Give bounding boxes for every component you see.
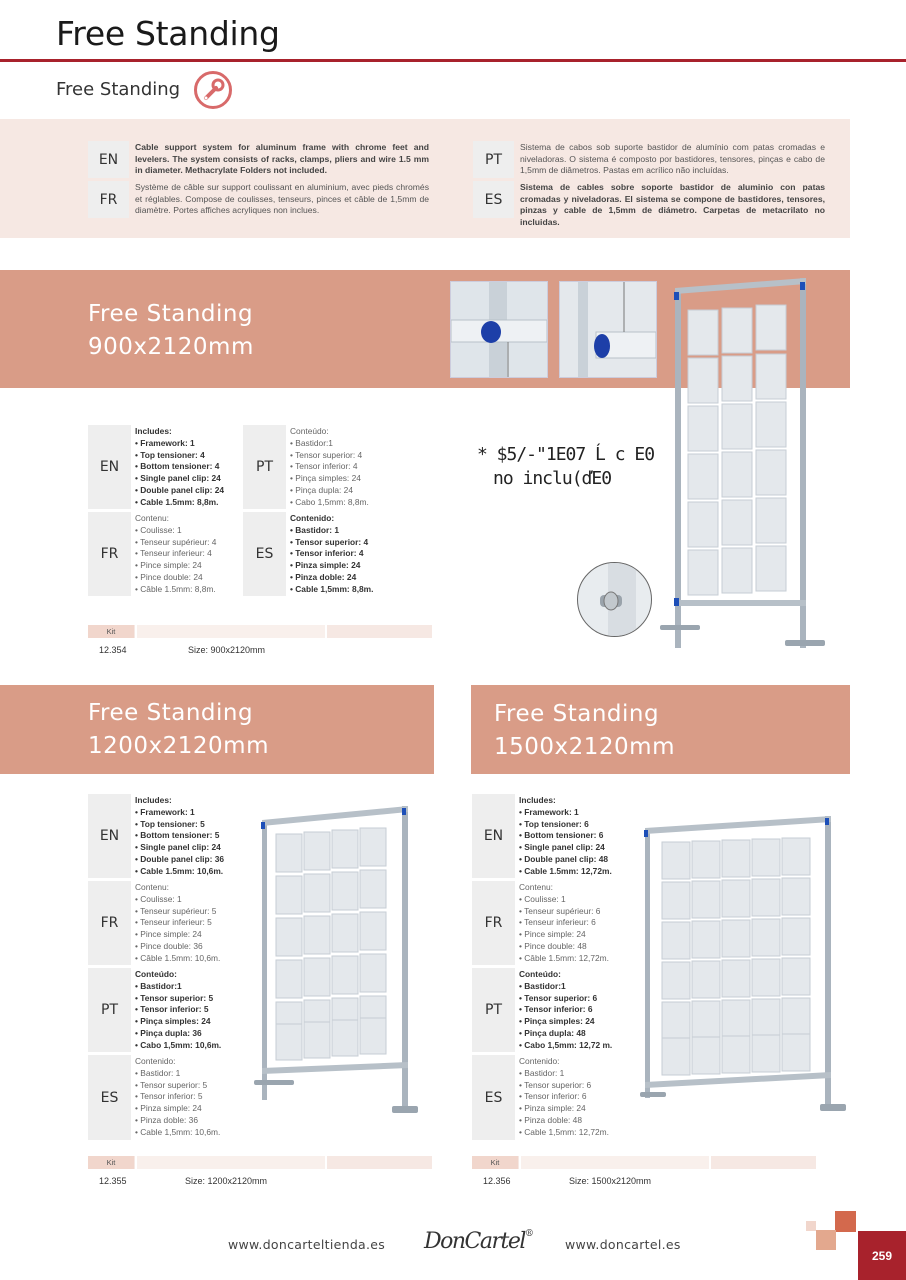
- note-line-2: no inclu(ďE0: [493, 468, 612, 489]
- p3-size: Size: 1500x2120mm: [569, 1176, 652, 1186]
- spec-item: • Cabo 1,5mm: 12,72 m.: [519, 1039, 613, 1050]
- p2-pt-list: [135, 969, 250, 1052]
- spec-item: • Pinça dupla: 36: [135, 1027, 202, 1038]
- spec-item: • Coulisse: 1: [135, 893, 182, 904]
- decor-square-2: [816, 1230, 836, 1250]
- p1-pt-list: [290, 426, 400, 509]
- p2-kit-label: Kit: [88, 1156, 134, 1169]
- wrench-icon: [194, 71, 232, 109]
- p2-es-head: Contenido:: [135, 1056, 176, 1066]
- p1-kit-label: Kit: [88, 625, 134, 638]
- brand-reg-mark: ®: [524, 1229, 533, 1239]
- spec-item: • Tenseur inferieur: 4: [135, 548, 212, 559]
- p3-kit-label: Kit: [472, 1156, 518, 1169]
- spec-item: • Bastidor: 1: [290, 524, 340, 535]
- p3-code: 12.356: [483, 1176, 511, 1186]
- product-1200-title: [88, 697, 269, 763]
- p2-fr-list: [135, 882, 250, 965]
- product-1500-title: [494, 698, 675, 764]
- p2-code: 12.355: [99, 1176, 127, 1186]
- spec-item: • Tenseur supérieur: 5: [135, 905, 217, 916]
- spec-item: • Bastidor:1: [135, 980, 182, 991]
- p1-es-list: [290, 513, 400, 596]
- description-fr: Système de câble sur support coulissant en aluminium, avec pieds chromés et réglables. Compose de coulisses, tenseurs, pinces et câble de 1,5mm de diamètre. Portes affiches acryliques non inclues.: [135, 182, 429, 215]
- product-1200-title-line2: 1200x2120mm: [88, 733, 269, 759]
- spec-item: • Bottom tensioner: 5: [135, 830, 220, 841]
- p2-es-code: ES: [88, 1055, 131, 1140]
- p3-es-list: [519, 1056, 634, 1139]
- spec-item: • Bottom tensioner: 6: [519, 830, 604, 841]
- header-divider: [0, 59, 906, 62]
- product-1200-image: [252, 800, 422, 1125]
- spec-item: • Tenseur inferieur: 6: [519, 917, 596, 928]
- spec-item: • Single panel clip: 24: [519, 842, 605, 853]
- spec-item: • Cable 1.5mm: 10,6m.: [135, 865, 224, 876]
- section-subtitle: Free Standing: [56, 79, 181, 100]
- spec-item: • Double panel clip: 24: [135, 484, 225, 495]
- spec-item: • Cable 1.5mm: 8,8m.: [135, 496, 219, 507]
- p1-size: Size: 900x2120mm: [188, 645, 266, 655]
- lang-code-pt: PT: [473, 141, 514, 178]
- spec-item: • Tensor superior: 6: [519, 992, 598, 1003]
- spec-item: • Pince simple: 24: [135, 929, 202, 940]
- product-1500-title-line2: 1500x2120mm: [494, 734, 675, 760]
- p2-en-code: EN: [88, 794, 131, 878]
- p1-es-head: Contenido:: [290, 513, 335, 523]
- p3-en-code: EN: [472, 794, 515, 878]
- spec-item: • Framework: 1: [519, 806, 579, 817]
- spec-item: • Framework: 1: [135, 806, 195, 817]
- spec-item: • Tensor superior: 5: [135, 1079, 208, 1090]
- p1-fr-head: Contenu:: [135, 513, 169, 523]
- p1-es-code: ES: [243, 512, 286, 596]
- p3-fr-code: FR: [472, 881, 515, 965]
- product-900-title: [88, 298, 254, 364]
- spec-item: • Cable 1,5mm: 8,8m.: [290, 583, 374, 594]
- p2-size: Size: 1200x2120mm: [185, 1176, 268, 1186]
- p3-pt-head: Conteúdo:: [519, 969, 561, 979]
- spec-item: • Tensor inferior: 6: [519, 1091, 587, 1102]
- footer-store-link[interactable]: www.doncarteltienda.es: [228, 1237, 386, 1252]
- spec-item: • Tenseur supérieur: 6: [519, 905, 601, 916]
- p3-kit-spacer: [519, 1156, 711, 1169]
- decor-square-3: [806, 1221, 816, 1231]
- p1-fr-list: [135, 513, 240, 596]
- p2-en-list: [135, 795, 250, 878]
- spec-item: • Bottom tensioner: 4: [135, 461, 220, 472]
- spec-item: • Cable 1.5mm: 12,72m.: [519, 865, 612, 876]
- p3-es-head: Contenido:: [519, 1056, 560, 1066]
- p1-pt-head: Conteúdo:: [290, 426, 329, 436]
- lang-code-fr: FR: [88, 181, 129, 218]
- spec-item: • Tensor superior: 4: [290, 449, 363, 460]
- clip-detail-magnifier: [577, 562, 652, 637]
- spec-item: • Pinça simples: 24: [290, 473, 361, 484]
- spec-item: • Pinza simple: 24: [135, 1103, 202, 1114]
- product-900-title-line2: 900x2120mm: [88, 334, 254, 360]
- brand-logo: [424, 1229, 532, 1254]
- spec-item: • Tensor inferior: 6: [519, 1004, 593, 1015]
- p2-fr-code: FR: [88, 881, 131, 965]
- page-title: Free Standing: [56, 14, 280, 53]
- spec-item: • Double panel clip: 48: [519, 853, 609, 864]
- spec-item: • Pinça simples: 24: [519, 1016, 595, 1027]
- spec-item: • Top tensioner: 6: [519, 818, 589, 829]
- p1-code: 12.354: [99, 645, 127, 655]
- description-pt: Sistema de cabos sob suporte bastidor de alumínio com patas cromadas e niveladoras. O sistema é composto por bastidores, tensores, pinças e cabo de 1,5mm de diâmetros. Pastas em acrílico não incluídas.: [520, 142, 825, 175]
- p3-es-code: ES: [472, 1055, 515, 1140]
- product-1500-image: [640, 810, 850, 1120]
- folders-not-included-note: [477, 443, 654, 491]
- spec-item: • Bastidor: 1: [135, 1067, 181, 1078]
- spec-item: • Tensor superior: 4: [290, 536, 369, 547]
- spec-item: • Top tensioner: 4: [135, 449, 205, 460]
- p3-en-list: [519, 795, 634, 878]
- spec-item: • Cable 1,5mm: 10,6m.: [135, 1126, 221, 1137]
- spec-item: • Bastidor:1: [519, 980, 566, 991]
- lang-code-es: ES: [473, 181, 514, 218]
- spec-item: • Pinza simple: 24: [519, 1103, 586, 1114]
- spec-item: • Câble 1.5mm: 8,8m.: [135, 583, 216, 594]
- decor-square-1: [835, 1211, 856, 1232]
- p1-en-code: EN: [88, 425, 131, 509]
- product-1500-title-line1: Free Standing: [494, 701, 660, 727]
- spec-item: • Pinza doble: 24: [290, 571, 357, 582]
- product-900-image: [660, 270, 825, 665]
- p2-pt-head: Conteúdo:: [135, 969, 177, 979]
- spec-item: • Câble 1.5mm: 10,6m.: [135, 952, 221, 963]
- p1-en-head: Includes:: [135, 426, 172, 436]
- spec-item: • Pince simple: 24: [519, 929, 586, 940]
- spec-item: • Bastidor: 1: [519, 1067, 565, 1078]
- spec-item: • Pince double: 36: [135, 940, 203, 951]
- p3-fr-list: [519, 882, 634, 965]
- lang-code-en: EN: [88, 141, 129, 178]
- brand-name: DonCartel: [424, 1229, 525, 1254]
- spec-item: • Tenseur inferieur: 5: [135, 917, 212, 928]
- spec-item: • Tensor inferior: 4: [290, 548, 364, 559]
- spec-item: • Tensor inferior: 5: [135, 1091, 203, 1102]
- spec-item: • Tensor inferior: 4: [290, 461, 358, 472]
- p2-en-head: Includes:: [135, 795, 172, 805]
- spec-item: • Pince double: 48: [519, 940, 587, 951]
- spec-item: • Tenseur supérieur: 4: [135, 536, 217, 547]
- spec-item: • Tensor inferior: 5: [135, 1004, 209, 1015]
- p3-pt-code: PT: [472, 968, 515, 1052]
- spec-item: • Framework: 1: [135, 437, 195, 448]
- spec-item: • Cabo 1,5mm: 8,8m.: [290, 496, 369, 507]
- spec-item: • Pince simple: 24: [135, 560, 202, 571]
- product-1200-title-line1: Free Standing: [88, 700, 254, 726]
- spec-item: • Pince double: 24: [135, 571, 203, 582]
- spec-item: • Pinza doble: 48: [519, 1114, 582, 1125]
- p1-kit-spacer: [135, 625, 327, 638]
- p2-fr-head: Contenu:: [135, 882, 169, 892]
- spec-item: • Tensor superior: 5: [135, 992, 214, 1003]
- p1-fr-code: FR: [88, 512, 131, 596]
- spec-item: • Pinza doble: 36: [135, 1114, 198, 1125]
- spec-item: • Single panel clip: 24: [135, 842, 221, 853]
- spec-item: • Cabo 1,5mm: 10,6m.: [135, 1039, 222, 1050]
- spec-item: • Tensor superior: 6: [519, 1079, 592, 1090]
- page-number: 259: [858, 1231, 906, 1280]
- p3-fr-head: Contenu:: [519, 882, 553, 892]
- product-900-title-line1: Free Standing: [88, 301, 254, 327]
- p3-pt-list: [519, 969, 634, 1052]
- p3-en-head: Includes:: [519, 795, 556, 805]
- detail-photo-bottom-tensioner: [559, 281, 657, 378]
- detail-photo-top-tensioner: [450, 281, 548, 378]
- spec-item: • Pinça simples: 24: [135, 1016, 211, 1027]
- spec-item: • Coulisse: 1: [135, 524, 182, 535]
- spec-item: • Pinça dupla: 24: [290, 484, 353, 495]
- description-en: Cable support system for aluminum frame with chrome feet and levelers. The system consists of racks, clamps, pliers and wire 1.5 mm in diameter. Methacrylate Folders not included.: [135, 142, 429, 175]
- note-line-1: * $5/-"1E07 Ĺ c E0: [477, 444, 655, 465]
- spec-item: • Pinça dupla: 48: [519, 1027, 586, 1038]
- spec-item: • Cable 1,5mm: 12,72m.: [519, 1126, 609, 1137]
- footer-site-link[interactable]: www.doncartel.es: [565, 1237, 681, 1252]
- spec-item: • Câble 1.5mm: 12,72m.: [519, 952, 609, 963]
- p1-pt-code: PT: [243, 425, 286, 509]
- spec-item: • Pinza simple: 24: [290, 560, 361, 571]
- spec-item: • Bastidor:1: [290, 437, 333, 448]
- p2-es-list: [135, 1056, 250, 1139]
- spec-item: • Top tensioner: 5: [135, 818, 205, 829]
- spec-item: • Single panel clip: 24: [135, 473, 221, 484]
- description-es: Sistema de cables sobre soporte bastidor de aluminio con patas cromadas y niveladoras. El sistema se compone de bastidores, tensores, pinzas y cable de 1,5mm de diámetro. Carpetas de metacrilato no incluidas.: [520, 182, 825, 227]
- p2-pt-code: PT: [88, 968, 131, 1052]
- p1-en-list: [135, 426, 240, 509]
- spec-item: • Double panel clip: 36: [135, 853, 225, 864]
- spec-item: • Coulisse: 1: [519, 893, 566, 904]
- p2-kit-spacer: [135, 1156, 327, 1169]
